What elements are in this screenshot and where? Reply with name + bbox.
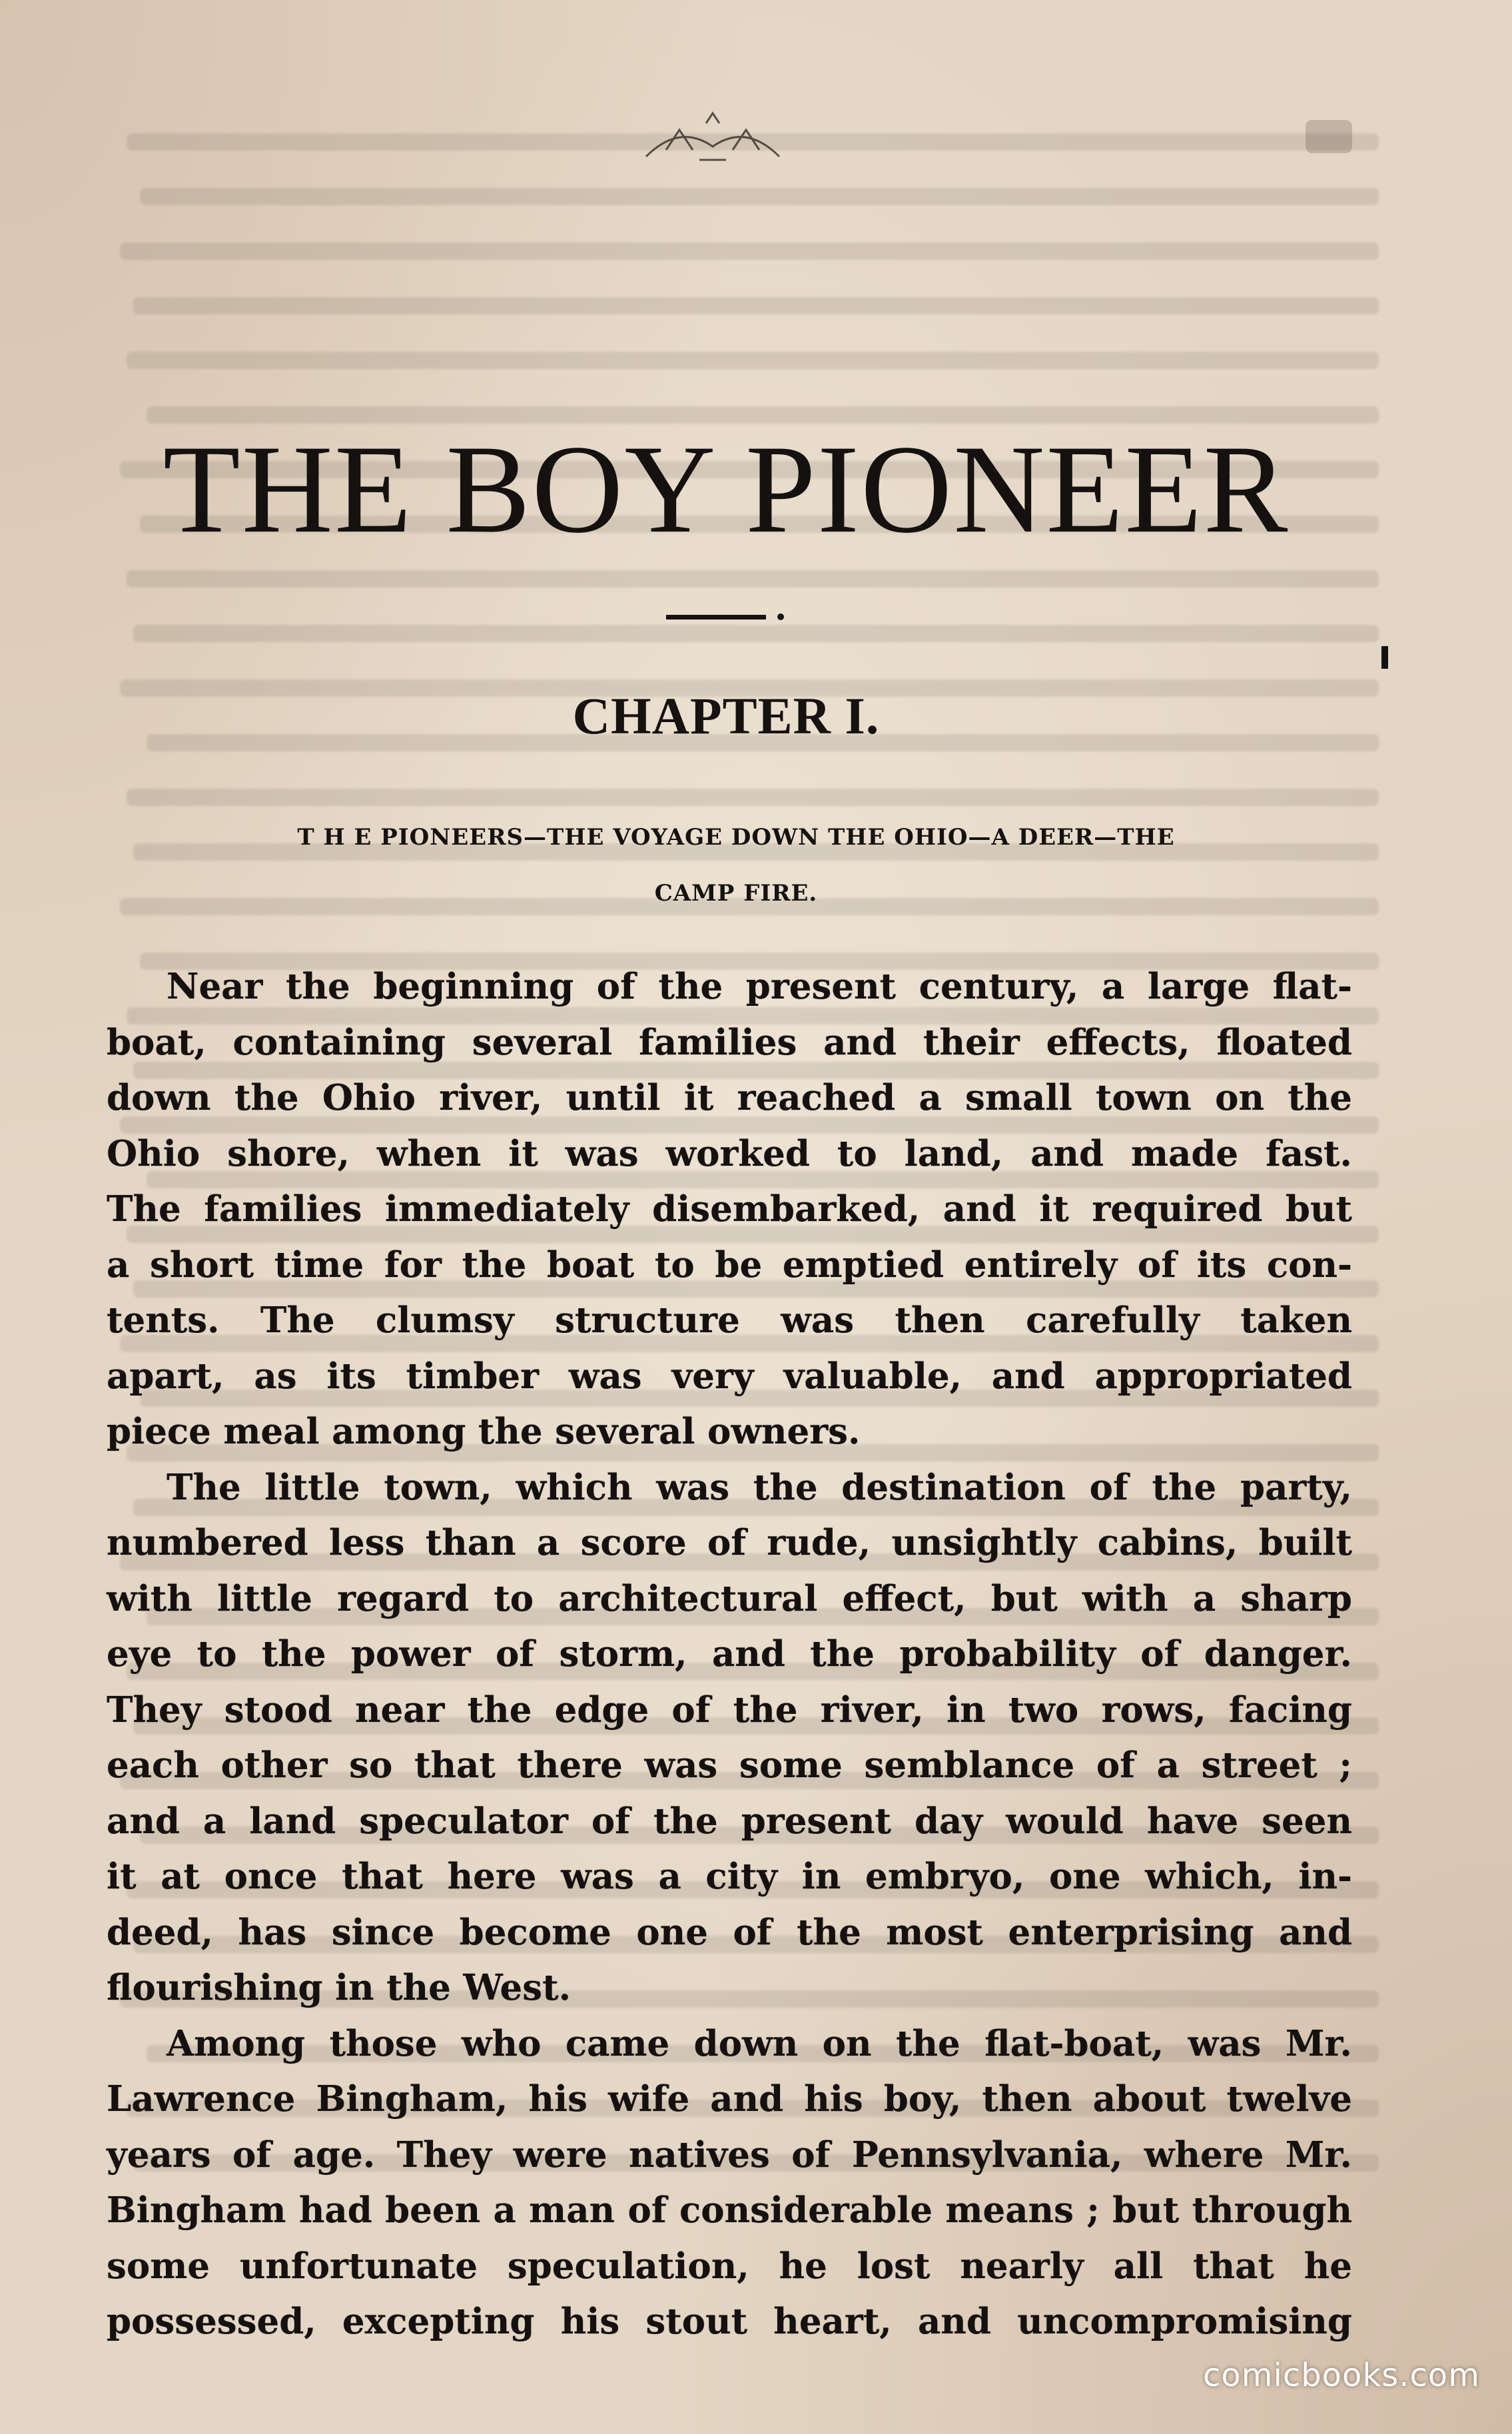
top-ornament-icon	[639, 110, 786, 170]
title-rule-icon	[666, 613, 793, 621]
text-line: a short time for the boat to be emptied entirely of its con-	[107, 1244, 1352, 1286]
body-text	[107, 959, 1352, 2350]
chapter-summary-line-2: CAMP FIRE.	[654, 880, 818, 907]
chapter-summary-line-1: T H E PIONEERS—THE VOYAGE DOWN THE OHIO—A DEER—THE	[297, 824, 1175, 851]
text-line: boat, containing several families and their effects, floated	[107, 1021, 1352, 1063]
text-line: Lawrence Bingham, his wife and his boy, then about twelve	[107, 2078, 1352, 2120]
text-line: The families immediately disembarked, and it required but	[107, 1188, 1352, 1230]
text-line: eye to the power of storm, and the probability of danger.	[107, 1633, 1352, 1675]
text-line: and a land speculator of the present day would have seen	[107, 1800, 1352, 1842]
margin-mark	[1381, 646, 1388, 669]
chapter-summary	[110, 809, 1362, 921]
text-line: piece meal among the several owners.	[107, 1411, 861, 1452]
text-line: They stood near the edge of the river, in two rows, facing	[107, 1689, 1352, 1731]
text-line: flourishing in the West.	[107, 1967, 571, 2008]
book-title: THE BOY PIONEER	[163, 420, 1290, 560]
text-line: Among those who came down on the flat-boat, was Mr.	[167, 2022, 1352, 2064]
text-line: some unfortunate speculation, he lost nearly all that he	[107, 2245, 1352, 2287]
text-line: Ohio shore, when it was worked to land, and made fast.	[107, 1132, 1352, 1174]
watermark[interactable]: comicbooks.com	[1202, 2357, 1480, 2394]
chapter-heading: CHAPTER I.	[572, 687, 880, 745]
show-through-page-number	[1299, 113, 1359, 171]
text-line: years of age. They were natives of Pennsylvania, where Mr.	[107, 2134, 1352, 2176]
text-line: down the Ohio river, until it reached a small town on the	[107, 1077, 1352, 1118]
text-line: The little town, which was the destination of the party,	[167, 1466, 1352, 1508]
bleed-numeral-icon	[1299, 113, 1359, 160]
text-line: Near the beginning of the present century, a large flat-	[167, 966, 1352, 1007]
text-line: deed, has since become one of the most enterprising and	[107, 1911, 1352, 1953]
text-line: apart, as its timber was very valuable, and appropriated	[107, 1355, 1352, 1397]
text-line: Bingham had been a man of considerable means ; but through	[107, 2190, 1352, 2231]
text-line: numbered less than a score of rude, unsightly cabins, built	[107, 1522, 1352, 1563]
text-line: tents. The clumsy structure was then carefully taken	[107, 1300, 1352, 1341]
text-line: it at once that here was a city in embryo, one which, in-	[107, 1856, 1352, 1897]
text-line: each other so that there was some semblance of a street ;	[107, 1745, 1352, 1786]
text-line: possessed, excepting his stout heart, and uncompromising	[107, 2301, 1352, 2342]
text-line: with little regard to architectural effect, but with a sharp	[107, 1577, 1352, 1619]
